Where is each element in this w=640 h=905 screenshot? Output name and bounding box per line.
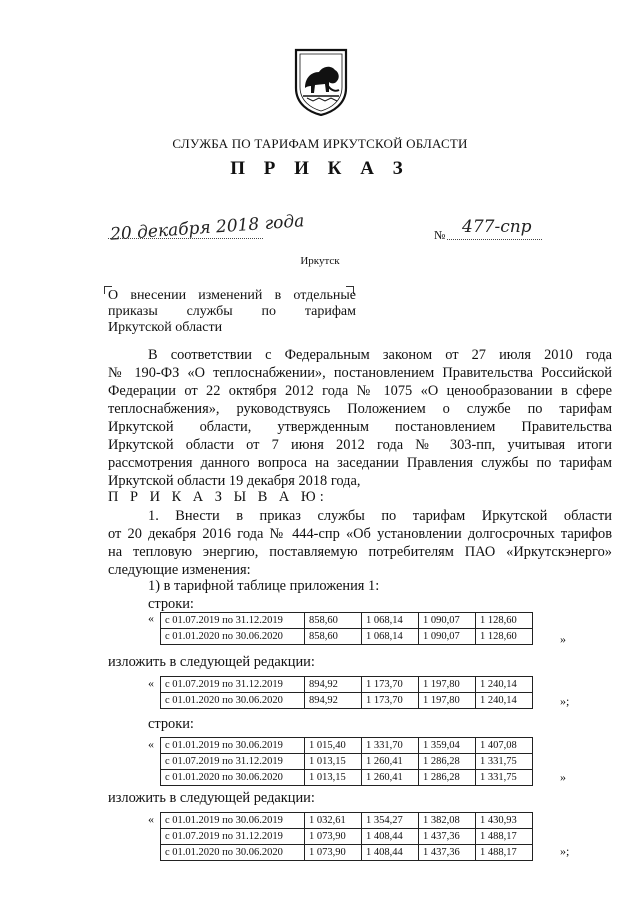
value-cell: 1 407,08: [476, 738, 533, 754]
period-cell: с 01.01.2020 по 30.06.2020: [161, 845, 305, 861]
value-cell: 1 430,93: [476, 813, 533, 829]
open-quote: «: [148, 737, 154, 751]
period-cell: с 01.01.2020 по 30.06.2020: [161, 770, 305, 786]
preamble-line: теплоснабжения», руководствуясь Положением о службе по тарифам: [108, 401, 612, 417]
value-cell: 1 090,07: [419, 629, 476, 645]
period-cell: с 01.07.2019 по 31.12.2019: [161, 613, 305, 629]
value-cell: 1 354,27: [362, 813, 419, 829]
number-sign: №: [434, 228, 446, 242]
value-cell: 1 173,70: [362, 693, 419, 709]
period-cell: с 01.01.2019 по 30.06.2019: [161, 738, 305, 754]
table-row: [161, 813, 533, 829]
order-subject: [108, 288, 356, 336]
table-row: [161, 629, 533, 645]
preamble-line: № 190-ФЗ «О теплоснабжении», постановлением Правительства Российской: [108, 365, 612, 381]
number-underline: [447, 239, 542, 240]
table-row: [161, 845, 533, 861]
subject-line: Иркутской области: [108, 320, 223, 335]
value-cell: 1 286,28: [419, 754, 476, 770]
close-quote: »: [560, 770, 566, 784]
value-cell: 858,60: [305, 613, 362, 629]
table-row: [161, 693, 533, 709]
value-cell: 1 408,44: [362, 829, 419, 845]
value-cell: 1 331,70: [362, 738, 419, 754]
period-cell: с 01.01.2019 по 30.06.2019: [161, 813, 305, 829]
value-cell: 1 197,80: [419, 693, 476, 709]
value-cell: 1 331,75: [476, 770, 533, 786]
value-cell: 1 260,41: [362, 754, 419, 770]
sub-item-1: 1) в тарифной таблице приложения 1:: [148, 578, 380, 594]
city-name: Иркутск: [300, 255, 340, 267]
order-word: П Р И К А З Ы В А Ю:: [108, 489, 328, 505]
period-cell: с 01.07.2019 по 31.12.2019: [161, 677, 305, 693]
value-cell: 1 128,60: [476, 629, 533, 645]
restate-label: изложить в следующей редакции:: [108, 790, 315, 806]
tariff-table-new-2: [160, 812, 533, 861]
preamble-line: Иркутской области от 7 июня 2012 года № 303-пп, учитывая итоги: [108, 437, 612, 453]
table-row: [161, 613, 533, 629]
value-cell: 1 073,90: [305, 829, 362, 845]
value-cell: 1 331,75: [476, 754, 533, 770]
value-cell: 1 013,15: [305, 754, 362, 770]
value-cell: 1 240,14: [476, 693, 533, 709]
handwritten-date: 20 декабря 2018 года: [109, 211, 305, 245]
preamble-line: В соответствии с Федеральным законом от 27 июля 2010 года: [148, 347, 612, 363]
document-title: П Р И К А З: [230, 158, 410, 179]
item1-line: 1. Внести в приказ службы по тарифам Иркутской области: [148, 508, 612, 524]
restate-label: изложить в следующей редакции:: [108, 654, 315, 670]
value-cell: 1 437,36: [419, 829, 476, 845]
value-cell: 1 382,08: [419, 813, 476, 829]
value-cell: 1 286,28: [419, 770, 476, 786]
close-quote-semicolon: »;: [560, 694, 570, 708]
value-cell: 1 015,40: [305, 738, 362, 754]
item1-line: следующие изменения:: [108, 562, 251, 578]
table-row: [161, 754, 533, 770]
tariff-table-new-1: [160, 676, 533, 709]
item1-paragraph: [108, 507, 612, 579]
open-quote: «: [148, 812, 154, 826]
value-cell: 894,92: [305, 677, 362, 693]
value-cell: 1 173,70: [362, 677, 419, 693]
period-cell: с 01.01.2020 по 30.06.2020: [161, 629, 305, 645]
period-cell: с 01.07.2019 по 31.12.2019: [161, 829, 305, 845]
close-quote-semicolon: »;: [560, 844, 570, 858]
value-cell: 1 488,17: [476, 829, 533, 845]
value-cell: 858,60: [305, 629, 362, 645]
preamble-line: Иркутской области 19 декабря 2018 года,: [108, 473, 361, 489]
value-cell: 1 488,17: [476, 845, 533, 861]
close-quote: »: [560, 632, 566, 646]
agency-name: СЛУЖБА ПО ТАРИФАМ ИРКУТСКОЙ ОБЛАСТИ: [172, 136, 468, 151]
value-cell: 1 128,60: [476, 613, 533, 629]
rows-label: строки:: [148, 716, 194, 732]
coat-of-arms-emblem: [293, 48, 349, 116]
table-row: [161, 829, 533, 845]
value-cell: 1 408,44: [362, 845, 419, 861]
open-quote: «: [148, 611, 154, 625]
item1-line: от 20 декабря 2016 года № 444-спр «Об установлении долгосрочных тарифов: [108, 526, 612, 542]
value-cell: 1 260,41: [362, 770, 419, 786]
value-cell: 1 032,61: [305, 813, 362, 829]
table-row: [161, 677, 533, 693]
preamble-line: Иркутской области, утвержденным постановлением Правительства: [108, 419, 612, 435]
value-cell: 1 068,14: [362, 613, 419, 629]
value-cell: 1 090,07: [419, 613, 476, 629]
table-row: [161, 738, 533, 754]
table-row: [161, 770, 533, 786]
tariff-table-old-2: [160, 737, 533, 786]
date-underline: [108, 238, 263, 239]
preamble-line: рассмотрения данного вопроса на заседании Правления службы по тарифам: [108, 455, 612, 471]
tariff-table-old-1: [160, 612, 533, 645]
value-cell: 1 073,90: [305, 845, 362, 861]
open-quote: «: [148, 676, 154, 690]
value-cell: 1 197,80: [419, 677, 476, 693]
period-cell: с 01.01.2020 по 30.06.2020: [161, 693, 305, 709]
subject-line: О внесении изменений в отдельные: [108, 288, 356, 303]
value-cell: 1 437,36: [419, 845, 476, 861]
item1-line: на тепловую энергию, поставляемую потребителям ПАО «Иркутскэнерго»: [108, 544, 612, 560]
subject-line: приказы службы по тарифам: [108, 304, 356, 319]
value-cell: 894,92: [305, 693, 362, 709]
value-cell: 1 013,15: [305, 770, 362, 786]
preamble-line: Федерации от 22 октября 2012 года № 1075 «О ценообразовании в сфере: [108, 383, 612, 399]
rows-label: строки:: [148, 596, 194, 612]
value-cell: 1 068,14: [362, 629, 419, 645]
preamble-paragraph: [108, 346, 612, 490]
value-cell: 1 240,14: [476, 677, 533, 693]
period-cell: с 01.07.2019 по 31.12.2019: [161, 754, 305, 770]
handwritten-order-number: 477-спр: [462, 217, 532, 237]
value-cell: 1 359,04: [419, 738, 476, 754]
